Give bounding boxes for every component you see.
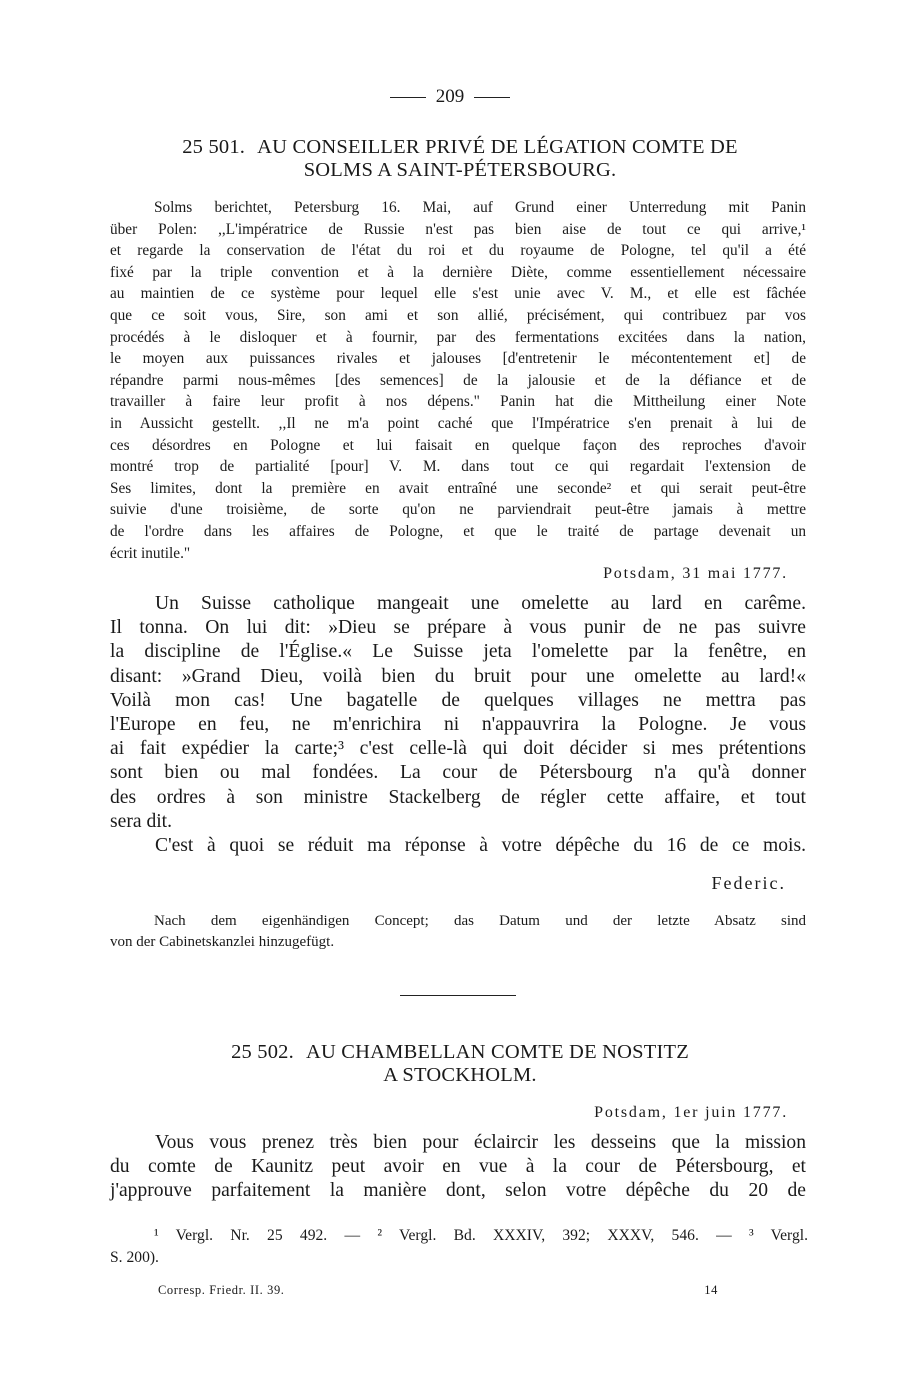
letter-number: 25 501.	[182, 136, 246, 158]
letter-date: Potsdam, 1er juin 1777.	[594, 1104, 788, 1121]
note-line: Nach dem eigenhändigen Concept; das Datum und der letzte Absatz sind	[154, 913, 806, 929]
summary-line: écrit inutile."	[110, 544, 191, 562]
letter-title-line: A STOCKHOLM.	[383, 1064, 537, 1086]
body-line: ai fait expédier la carte;³ c'est celle-là qui doit décider si mes prétentions	[110, 738, 806, 760]
summary-line: au maintien de ce système pour lequel elle s'est unie avec V. M., et elle est fâchée	[110, 285, 806, 303]
footnote-line: S. 200).	[110, 1249, 159, 1266]
body-line: sont bien ou mal fondées. La cour de Pétersbourg n'a qu'à donner	[110, 762, 806, 784]
summary-line: travailler à faire leur profit à nos dépens." Panin hat die Mittheilung einer Note	[110, 393, 806, 411]
letter-body	[110, 592, 806, 858]
summary-line: fixé par la triple convention et à la dernière Diète, comme essentiellement nécessaire	[110, 263, 806, 281]
summary-line: de l'ordre dans les affaires de Pologne, et que le traité de partage devenait un	[110, 522, 806, 540]
letter-title-line: SOLMS A SAINT-PÉTERSBOURG.	[303, 159, 617, 181]
letter-title-line: AU CONSEILLER PRIVÉ DE LÉGATION COMTE DE	[257, 136, 738, 158]
body-line: j'approuve parfaitement la manière dont, selon votre dépêche du 20 de	[110, 1180, 806, 1202]
editorial-note	[110, 911, 806, 953]
body-line: disant: »Grand Dieu, voilà bien du bruit pour une omelette au lard!«	[110, 665, 806, 687]
letter-title-line: AU CHAMBELLAN COMTE DE NOSTITZ	[305, 1041, 689, 1063]
closing-line: C'est à quoi se réduit ma réponse à votre dépêche du 16 de ce mois.	[155, 835, 806, 857]
body-line: Voilà mon cas! Une bagatelle de quelques villages ne mettra pas	[110, 689, 806, 711]
body-line: l'Europe en feu, ne m'enrichira ni n'appauvrira la Pologne. Je vous	[110, 714, 806, 736]
body-line: Un Suisse catholique mangeait une omelette au lard en carême.	[155, 593, 806, 614]
summary-line: montré trop de partialité [pour] V. M. dans tout ce qui regardait l'extension de	[110, 458, 806, 476]
body-line: du comte de Kaunitz peut avoir en vue à la cour de Pétersbourg, et	[110, 1156, 806, 1178]
summary-line: que ce soit vous, Sire, son ami et son allié, précisément, qui contribuez par vos	[110, 306, 806, 324]
letter-summary	[110, 197, 806, 564]
summary-line: ces désordres en Pologne et lui faisait en quelque façon des reproches d'avoir	[110, 436, 806, 454]
footer-source: Corresp. Friedr. II. 39.	[158, 1283, 285, 1297]
body-line: des ordres à son ministre Stackelberg de régler cette affaire, et tout	[110, 786, 806, 808]
letter-heading	[110, 136, 810, 182]
page-footer	[158, 1283, 718, 1298]
footnote-line: ¹ Vergl. Nr. 25 492. — ² Vergl. Bd. XXXIV, 392; XXXV, 546. — ³ Vergl.	[154, 1227, 808, 1244]
summary-line: Ses limites, dont la première en avait entraîné une seconde² et qui serait peut-être	[110, 479, 806, 497]
letter-date: Potsdam, 31 mai 1777.	[603, 565, 788, 582]
footnotes	[110, 1225, 808, 1269]
page-number-line	[0, 86, 900, 108]
body-line: Il tonna. On lui dit: »Dieu se prépare à vous punir de ne pas suivre	[110, 617, 806, 639]
letter-body	[110, 1131, 806, 1204]
summary-line: répandre parmi nous-mêmes [des semences] de la jalousie et de la défiance et de	[110, 371, 806, 389]
summary-line: über Polen: ,,L'impératrice de Russie n'est pas bien aise de tout ce qui arrive,¹	[110, 220, 806, 238]
page-number: 209	[435, 86, 465, 107]
body-line: Vous vous prenez très bien pour éclaircir les desseins que la mission	[155, 1132, 806, 1153]
summary-line: Solms berichtet, Petersburg 16. Mai, auf Grund einer Unterredung mit Panin	[154, 199, 806, 216]
summary-line: et regarde la conservation de l'état du roi et du royaume de Pologne, tel qu'il a été	[110, 242, 806, 260]
footer-signature-mark: 14	[704, 1283, 718, 1297]
summary-line: suivie d'une troisième, de sorte qu'on ne parviendrait peut-être jamais à mettre	[110, 501, 806, 519]
body-line: la discipline de l'Église.« Le Suisse jeta l'omelette par la fenêtre, en	[110, 641, 806, 663]
letter-number: 25 502.	[231, 1041, 294, 1063]
signature: Federic.	[711, 873, 786, 893]
summary-line: procédés à le disloquer et à fournir, par des fermentations excitées dans la nation,	[110, 328, 806, 346]
body-line: sera dit.	[110, 810, 173, 832]
summary-line: in Aussicht gestellt. ,,Il ne m'a point caché que l'Impératrice s'en prenait à lui de	[110, 414, 806, 432]
dash-right	[474, 97, 510, 98]
letter-heading	[110, 1041, 810, 1087]
summary-line: le moyen aux puissances rivales et jalouses [d'entretenir le mécontentement et] de	[110, 350, 806, 368]
note-line: von der Cabinetskanzlei hinzugefügt.	[110, 934, 335, 950]
dash-left	[390, 97, 426, 98]
section-divider	[400, 995, 516, 996]
